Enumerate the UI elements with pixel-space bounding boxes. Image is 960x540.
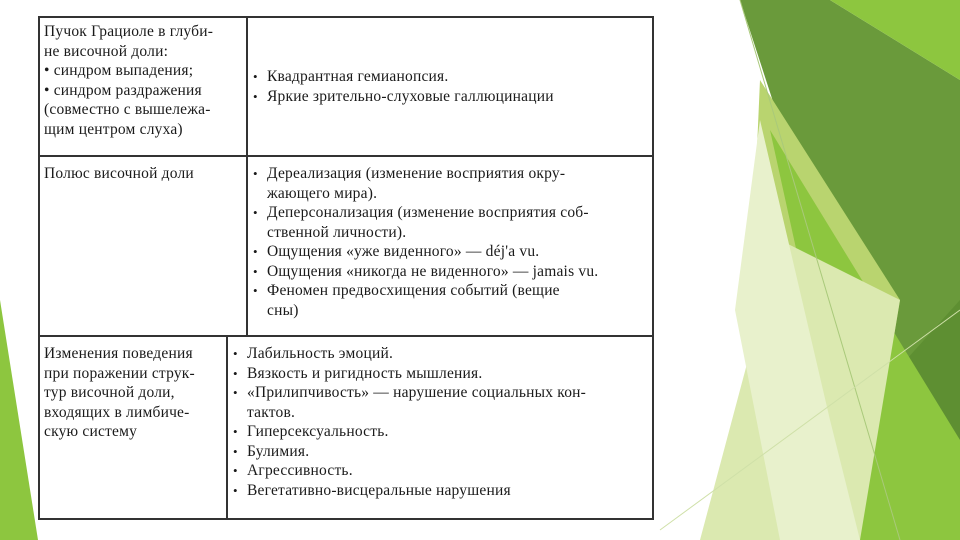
list-item-continuation: сны) bbox=[267, 301, 299, 319]
divider-row-1 bbox=[38, 155, 652, 157]
row-3-left-line: тур височной доли, bbox=[44, 384, 175, 401]
list-item: • Булимия. bbox=[233, 442, 586, 462]
list-item: • «Прилипчивость» — нарушение социальных кон- bbox=[233, 383, 586, 403]
row-3-left-cell bbox=[44, 344, 195, 442]
list-item: • Дереализация (изменение восприятия окру- bbox=[253, 164, 598, 184]
row-1-left-line: щим центром слуха) bbox=[44, 120, 183, 138]
list-item: • Яркие зрительно-слуховые галлюцинации bbox=[253, 87, 554, 107]
divider-vertical-top bbox=[246, 16, 248, 336]
row-3-left-line: Изменения поведения bbox=[44, 345, 193, 362]
list-item-continuation: жающего мира). bbox=[267, 184, 378, 202]
row-3-left-line: при поражении струк- bbox=[44, 364, 195, 382]
list-item-continuation: ственной личности). bbox=[267, 223, 407, 241]
row-3-right-cell bbox=[233, 344, 586, 500]
list-item: • Гиперсексуальность. bbox=[233, 422, 586, 442]
divider-vertical-bottom bbox=[226, 336, 228, 518]
row-3-left-line: входящих в лимбиче- bbox=[44, 403, 190, 421]
row-1-left-line: (совместно с вышележа- bbox=[44, 101, 211, 118]
list-item: • Вегетативно-висцеральные нарушения bbox=[233, 481, 586, 501]
row-1-left-cell bbox=[44, 22, 213, 139]
list-item: • Вязкость и ригидность мышления. bbox=[233, 364, 586, 384]
list-item: • Ощущения «никогда не виденного» — jamais vu. bbox=[253, 262, 598, 282]
row-1-left-line: • синдром раздражения bbox=[44, 81, 202, 99]
list-item: • Квадрантная гемианопсия. bbox=[253, 67, 554, 87]
row-1-right-cell bbox=[253, 67, 554, 106]
row-2-left-cell bbox=[44, 164, 194, 184]
list-item: • Лабильность эмоций. bbox=[233, 344, 586, 364]
list-item: • Агрессивность. bbox=[233, 461, 586, 481]
row-1-left-line: • синдром выпадения; bbox=[44, 62, 194, 79]
row-1-left-line: Пучок Грациоле в глуби- bbox=[44, 23, 214, 40]
row-1-left-line: не височной доли: bbox=[44, 42, 169, 60]
left-green-facet bbox=[0, 300, 38, 540]
row-2-left-line: Полюс височной доли bbox=[44, 165, 194, 182]
list-item: • Ощущения «уже виденного» — déj'a vu. bbox=[253, 242, 598, 262]
list-item: • Деперсонализация (изменение восприятия соб- bbox=[253, 203, 598, 223]
list-item: • Феномен предвосхищения событий (вещие bbox=[253, 281, 598, 301]
row-2-right-cell bbox=[253, 164, 598, 320]
row-3-left-line: скую систему bbox=[44, 423, 138, 440]
list-item-continuation: тактов. bbox=[247, 403, 296, 421]
divider-row-2 bbox=[38, 335, 652, 337]
